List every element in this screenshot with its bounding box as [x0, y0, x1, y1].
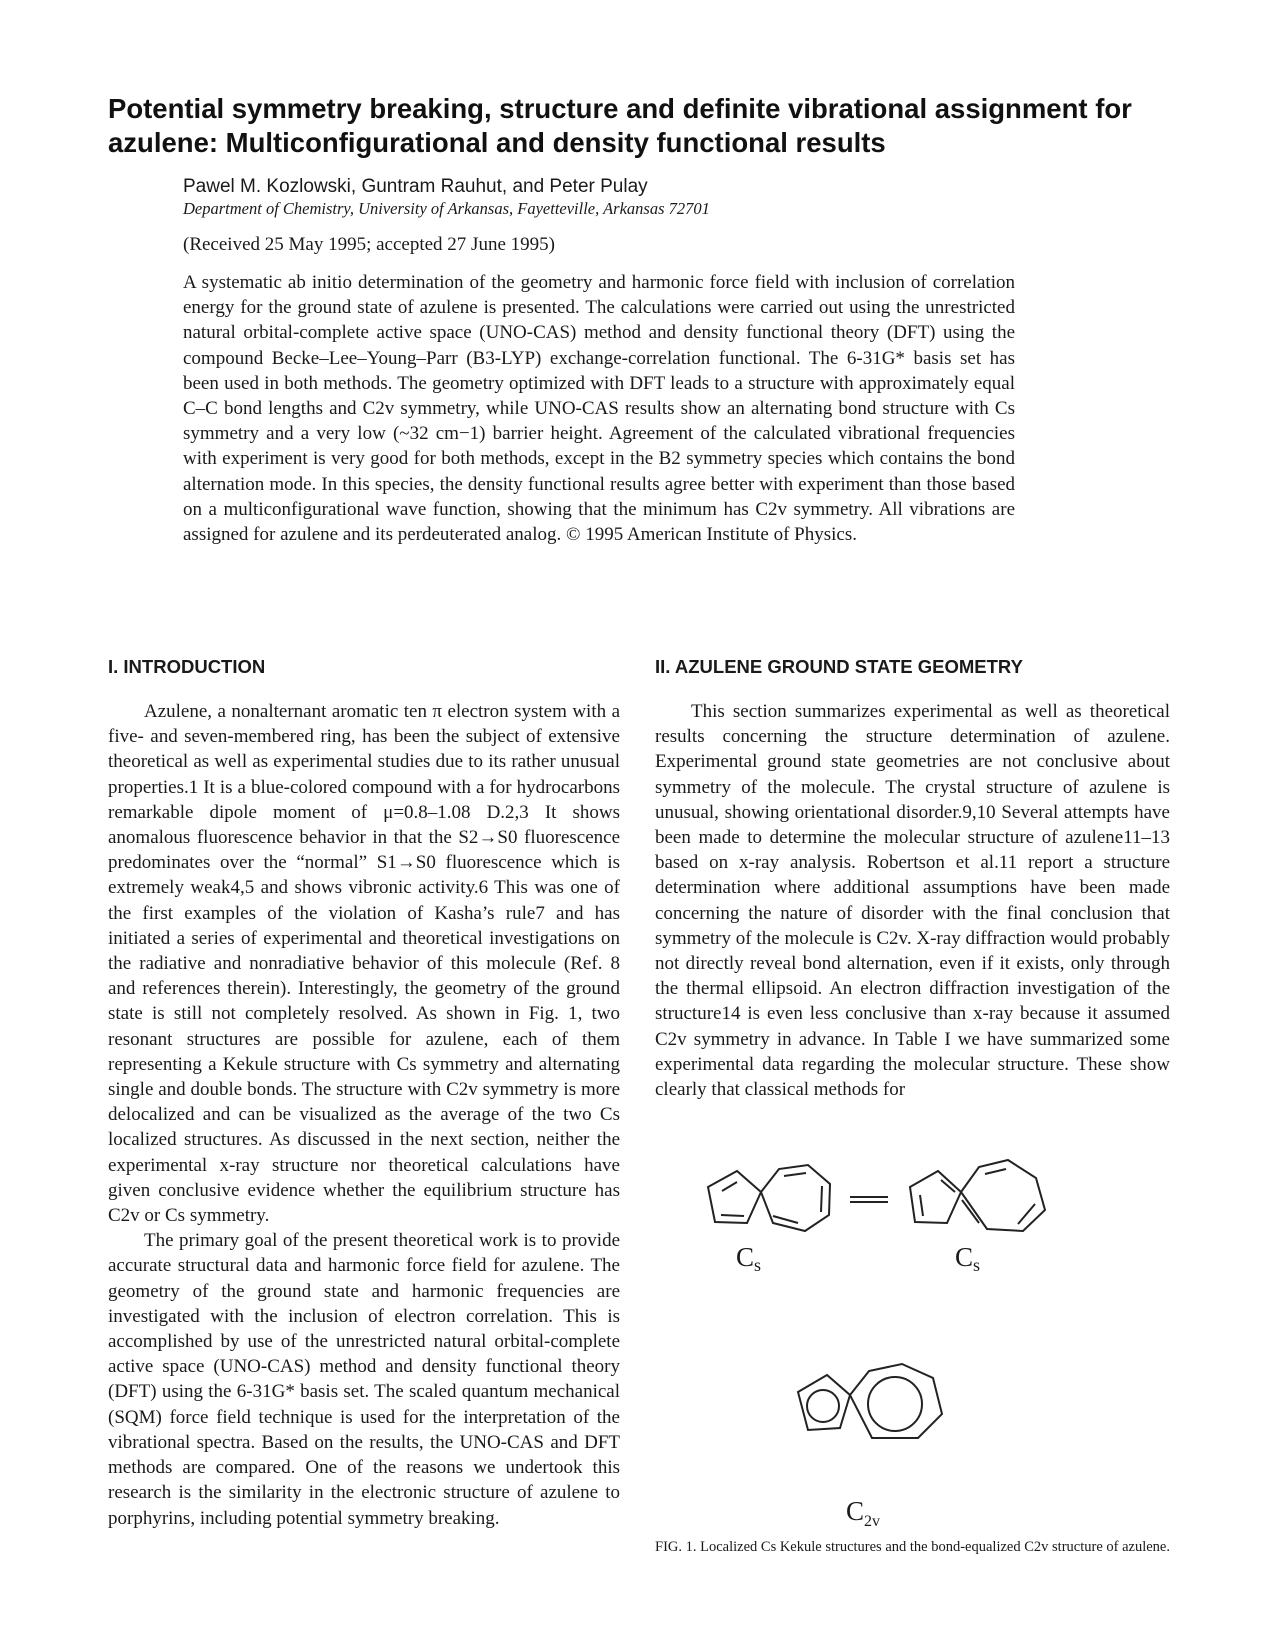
right-column: [655, 656, 1170, 1102]
figure-1: [700, 1140, 1170, 1540]
azulene-cs-right: [910, 1160, 1045, 1231]
figure-1-caption: FIG. 1. Localized Cs Kekule structures and the bond-equalized C2v structure of azulene.: [655, 1539, 1170, 1555]
section-heading-introduction: I. INTRODUCTION: [108, 656, 266, 677]
left-column: [108, 656, 620, 1531]
label-c2v: $C_{2v}$: [846, 1496, 881, 1530]
paper-title: Potential symmetry breaking, structure and definite vibrational assignment for azulene: Multiconfigurational and density functional results: [108, 93, 1132, 158]
section-heading-geometry: II. AZULENE GROUND STATE GEOMETRY: [655, 656, 1023, 677]
azulene-c2v: [798, 1364, 942, 1438]
received-dates: (Received 25 May 1995; accepted 27 June 1995): [183, 234, 555, 255]
azulene-structures-diagram: [700, 1140, 1170, 1540]
label-cs-right: Cs: [955, 1242, 981, 1275]
introduction-paragraph-1: Azulene, a nonalternant aromatic ten π electron system with a five- and seven-membered ring, has been the subject of extensive theoretical as well as experimental studies due to its rather unusual properties.1 It is a blue-colored compound with a for hydrocarbons remarkable dipole moment of μ=0.8–1.08 D.2,3 It shows anomalous fluorescence behavior in that the S2→S0 fluorescence predominates over the “normal” S1→S0 fluorescence which is extremely weak4,5 and shows vibronic activity.6 This was one of the first examples of the violation of Kasha’s rule7 and has initiated a series of experimental and theoretical investigations on the radiative and nonradiative behavior of this molecule (Ref. 8 and references therein). Interestingly, the geometry of the ground state is still not completely resolved. As shown in Fig. 1, two resonant structures are possible for azulene, each of them representing a Kekule structure with Cs symmetry and alternating single and double bonds. The structure with C2v symmetry is more delocalized and can be visualized as the average of the two Cs localized structures. As discussed in the next section, neither the experimental x-ray structure nor theoretical calculations have given conclusive evidence whether the equilibrium structure has C2v or Cs symmetry.: [108, 701, 620, 1227]
equilibrium-arrow: [850, 1197, 888, 1202]
introduction-paragraph-2: The primary goal of the present theoretical work is to provide accurate structural data and harmonic force field for azulene. The geometry of the ground state and harmonic frequencies are investigated with the inclusion of electron correlation. This is accomplished by use of the unrestricted natural orbital-complete active space (UNO-CAS) method and density functional theory (DFT) using the 6-31G* basis set. The scaled quantum mechanical (SQM) force field technique is used for the interpretation of the vibrational spectra. Based on the results, the UNO-CAS and DFT methods are compared. One of the reasons we undertook this research is the similarity in the electronic structure of azulene to porphyrins, including potential symmetry breaking.: [108, 1230, 620, 1529]
geometry-paragraph-1: This section summarizes experimental as well as theoretical results concerning the structure determination of azulene. Experimental ground state geometries are not conclusive about symmetry of the molecule. The crystal structure of azulene is unusual, showing orientational disorder.9,10 Several attempts have been made to determine the molecular structure of azulene11–13 based on x-ray analysis. Robertson et al.11 report a structure determination where additional assumptions have been made concerning the nature of disorder with the final conclusion that symmetry of the molecule is C2v. X-ray diffraction would probably not directly reveal bond alternation, even if it exists, only through the thermal ellipsoid. An electron diffraction investigation of the structure14 is even less conclusive than x-ray because it assumed C2v symmetry in advance. In Table I we have summarized some experimental data regarding the molecular structure. These show clearly that classical methods for: [655, 701, 1170, 1101]
abstract: A systematic ab initio determination of the geometry and harmonic force field with inclusion of correlation energy for the ground state of azulene is presented. The calculations were carried out using the unrestricted natural orbital-complete active space (UNO-CAS) method and density functional theory (DFT) using the compound Becke–Lee–Young–Parr (B3-LYP) exchange-correlation functional. The 6-31G* basis set has been used in both methods. The geometry optimized with DFT leads to a structure with approximately equal C–C bond lengths and C2v symmetry, while UNO-CAS results show an alternating bond structure with Cs symmetry and a very low (~32 cm−1) barrier height. Agreement of the calculated vibrational frequencies with experiment is very good for both methods, except in the B2 symmetry species which contains the bond alternation mode. In this species, the density functional results agree better with experiment than those based on a multiconfigurational wave function, showing that the minimum has C2v symmetry. All vibrations are assigned for azulene and its perdeuterated analog. © 1995 American Institute of Physics.: [183, 272, 1015, 546]
azulene-cs-left: [708, 1165, 830, 1231]
label-cs-left: Cs: [736, 1242, 762, 1275]
affiliation: Department of Chemistry, University of Arkansas, Fayetteville, Arkansas 72701: [183, 199, 710, 218]
author-list: Pawel M. Kozlowski, Guntram Rauhut, and Peter Pulay: [183, 176, 648, 197]
